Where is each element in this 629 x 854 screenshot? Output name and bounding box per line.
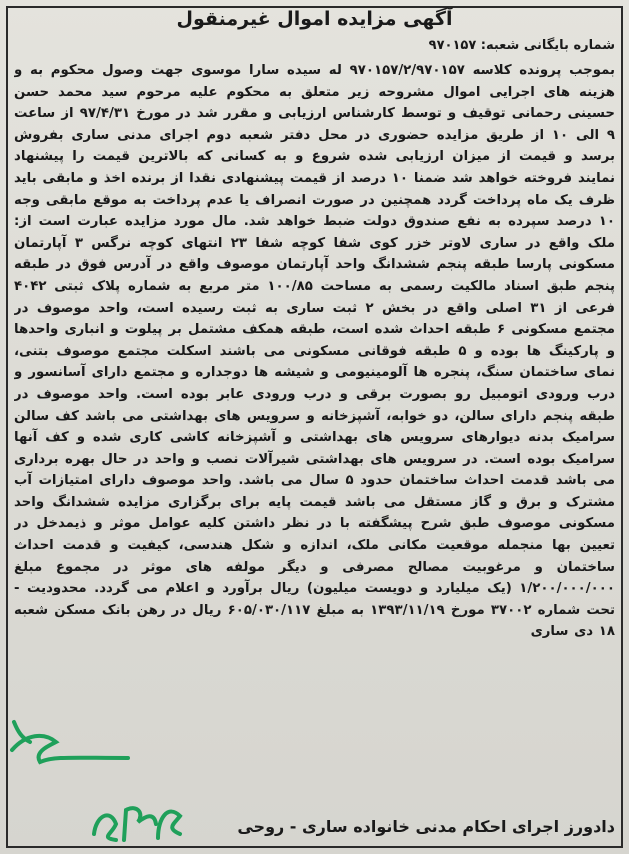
notice-title: آگهی مزایده اموال غیرمنقول <box>176 8 453 30</box>
case-number: شماره بایگانی شعبه: ۹۷۰۱۵۷ <box>428 38 615 53</box>
notice-signature: دادورز اجرای احکام مدنی خانواده ساری - روحی <box>237 817 615 836</box>
notice-body: بموجب پرونده کلاسه ۹۷۰۱۵۷/۲/۹۷۰۱۵۷ له سیده سارا موسوی جهت وصول محکوم به و هزینه های اجرایی اموال مشروحه زیر متعلق به محکوم علیه مرحوم سید محمد حسن حسینی رحمانی توقیف و توسط کارشناس ارزیابی و مقرر شد در مورخ ۹۷/۴/۳۱ از ساعت ۹ الی ۱۰ از طریق مزایده حضوری در محل دفتر شعبه دوم اجرای مدنی ساری بفروش برسد و قیمت از میزان ارزیابی شده شروع و به کسانی که بالاترین قیمت را پیشنهاد نمایند فروخته خواهد شد ضمنا ۱۰ درصد از قیمت پیشنهادی نقدا از برنده اخذ و مابقی باید ظرف یک ماه پرداخت گردد همچنین در صورت انصراف یا عدم پرداخت به موقع مابقی وجه ۱۰ درصد سپرده به نفع صندوق دولت ضبط خواهد شد. مال مورد مزایده عبارت است از: ملک واقع در ساری لاوتر خزر کوی شفا کوچه شفا ۲۳ انتهای کوچه نرگس ۳ آپارتمان مسکونی پارسا طبقه پنجم ششدانگ واحد آپارتمان موصوف واقع در آدرس فوق در طبقه پنجم طبق اسناد مالکیت رسمی به مساحت ۱۰۰/۸۵ متر مربع به شماره پلاک ثبتی ۴۰۴۲ فرعی از ۳۱ اصلی واقع در بخش ۲ ثبت ساری به ثبت رسیده است، واحد موصوف در مجتمع مسکونی ۶ طبقه احداث شده است، طبقه همکف مشتمل بر پیلوت و انباری واحدها و پارکینگ ها بوده و ۵ طبقه فوقانی مسکونی می باشند اسکلت مجتمع موصوف بتنی، نمای ساختمان سنگ، پنجره ها آلومینیومی و شیشه ها دوجداره و مجتمع دارای آسانسور و درب ورودی اتومبیل رو بصورت برقی و درب ورودی عابر بوده است. واحد موصوف در طبقه پنجم دارای سالن، دو خوابه، آشپزخانه و سرویس های بهداشتی می باشد کف سالن سرامیک بدنه دیوارهای سرویس های بهداشتی و آشپزخانه کاشی کاری شده و کف آنها سرامیک بوده است. در سرویس های بهداشتی شیرآلات نصب و واحد در حال بهره برداری می باشد قدمت احداث ساختمان حدود ۵ سال می باشد. واحد موصوف دارای امتیازات آب مشترک و برق و گاز مستقل می باشد قیمت پایه برای برگزاری مزایده ششدانگ واحد مسکونی موصوف طبق شرح پیشگفته با در نظر داشتن کلیه عوامل موثر و ذیمدخل در تعیین بها منجمله موقعیت مکانی ملک، اندازه و شکل هندسی، کیفیت و قدمت احداث ساختمان و مرغوبیت مصالح مصرفی و دیگر مولفه های موثر در مجموع مبلغ ۱/۲۰۰/۰۰۰/۰۰۰ (یک میلیارد و دویست میلیون) ریال برآورد و اعلام می گردد. محدودیت - تحت شماره ۳۷۰۰۲ مورخ ۱۳۹۳/۱۱/۱۹ به مبلغ ۶۰۵/۰۳۰/۱۱۷ ریال در رهن بانک مسکن شعبه ۱۸ دی ساری <box>14 63 615 640</box>
